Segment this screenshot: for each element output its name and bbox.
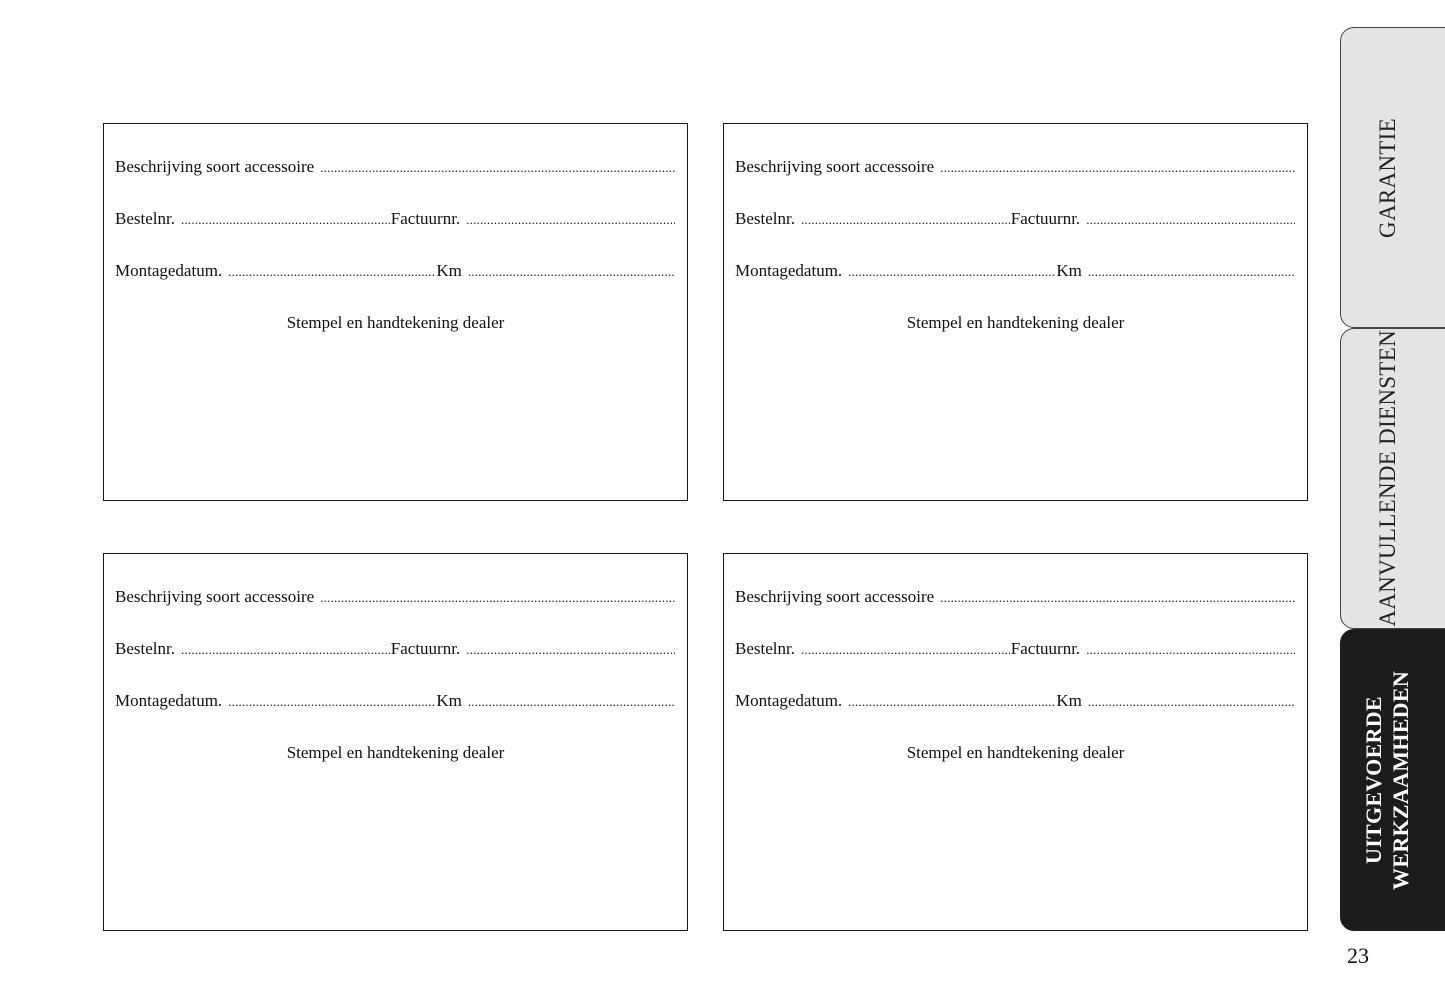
order-number-label: Bestelnr. <box>115 639 175 658</box>
order-invoice-row <box>115 209 676 231</box>
accessory-card-2 <box>723 123 1308 501</box>
accessory-description-row <box>735 587 1296 609</box>
km-field[interactable] <box>468 694 675 710</box>
accessory-description-field[interactable] <box>940 160 1295 176</box>
tab-aanvullende-diensten-label: AANVULLENDE DIENSTEN <box>1374 330 1400 627</box>
page-number: 23 <box>1347 943 1369 968</box>
order-number-field[interactable] <box>181 642 390 658</box>
invoice-number-field[interactable] <box>466 212 675 228</box>
invoice-number-field[interactable] <box>1086 212 1295 228</box>
order-number-label: Bestelnr. <box>735 209 795 228</box>
order-number-label: Bestelnr. <box>115 209 175 228</box>
accessory-description-label: Beschrijving soort accessoire <box>735 157 935 176</box>
tab-uitgevoerde-werkzaamheden-label: UITGEVOERDE WERKZAAMHEDEN <box>1361 670 1413 890</box>
order-invoice-row <box>115 639 676 661</box>
invoice-number-label: Factuurnr. <box>390 639 461 658</box>
invoice-number-label: Factuurnr. <box>1010 639 1081 658</box>
order-number-field[interactable] <box>181 212 390 228</box>
accessory-description-row <box>115 587 676 609</box>
accessory-description-field[interactable] <box>320 590 675 606</box>
order-number-field[interactable] <box>801 212 1010 228</box>
accessory-card-4 <box>723 553 1308 931</box>
accessory-description-label: Beschrijving soort accessoire <box>115 157 315 176</box>
mount-date-km-row <box>735 261 1296 283</box>
accessory-description-field[interactable] <box>320 160 675 176</box>
dealer-stamp-label: Stempel en handtekening dealer <box>286 743 505 762</box>
mount-date-field[interactable] <box>848 694 1055 710</box>
accessory-description-label: Beschrijving soort accessoire <box>735 587 935 606</box>
order-number-label: Bestelnr. <box>735 639 795 658</box>
tab-uitgevoerde-werkzaamheden[interactable] <box>1340 629 1445 931</box>
dealer-stamp-label: Stempel en handtekening dealer <box>906 743 1125 762</box>
mount-date-km-row <box>115 261 676 283</box>
invoice-number-label: Factuurnr. <box>1010 209 1081 228</box>
accessory-card-1 <box>103 123 688 501</box>
order-invoice-row <box>735 209 1296 231</box>
mount-date-field[interactable] <box>228 264 435 280</box>
km-label: Km <box>1056 691 1082 710</box>
accessory-card-3 <box>103 553 688 931</box>
accessory-description-row <box>735 157 1296 179</box>
mount-date-label: Montagedatum. <box>735 691 843 710</box>
mount-date-field[interactable] <box>848 264 1055 280</box>
dealer-stamp-label: Stempel en handtekening dealer <box>906 313 1125 332</box>
mount-date-label: Montagedatum. <box>115 261 223 280</box>
mount-date-km-row <box>115 691 676 713</box>
invoice-number-label: Factuurnr. <box>390 209 461 228</box>
km-field[interactable] <box>1088 694 1295 710</box>
km-label: Km <box>1056 261 1082 280</box>
accessory-description-label: Beschrijving soort accessoire <box>115 587 315 606</box>
tab-garantie-label: GARANTIE <box>1374 117 1400 238</box>
accessory-description-field[interactable] <box>940 590 1295 606</box>
km-label: Km <box>436 261 462 280</box>
tab-garantie[interactable] <box>1340 27 1445 328</box>
mount-date-field[interactable] <box>228 694 435 710</box>
mount-date-km-row <box>735 691 1296 713</box>
km-field[interactable] <box>1088 264 1295 280</box>
invoice-number-field[interactable] <box>1086 642 1295 658</box>
mount-date-label: Montagedatum. <box>115 691 223 710</box>
mount-date-label: Montagedatum. <box>735 261 843 280</box>
order-number-field[interactable] <box>801 642 1010 658</box>
tab-aanvullende-diensten[interactable] <box>1340 328 1445 629</box>
accessory-description-row <box>115 157 676 179</box>
km-label: Km <box>436 691 462 710</box>
dealer-stamp-label: Stempel en handtekening dealer <box>286 313 505 332</box>
order-invoice-row <box>735 639 1296 661</box>
invoice-number-field[interactable] <box>466 642 675 658</box>
km-field[interactable] <box>468 264 675 280</box>
